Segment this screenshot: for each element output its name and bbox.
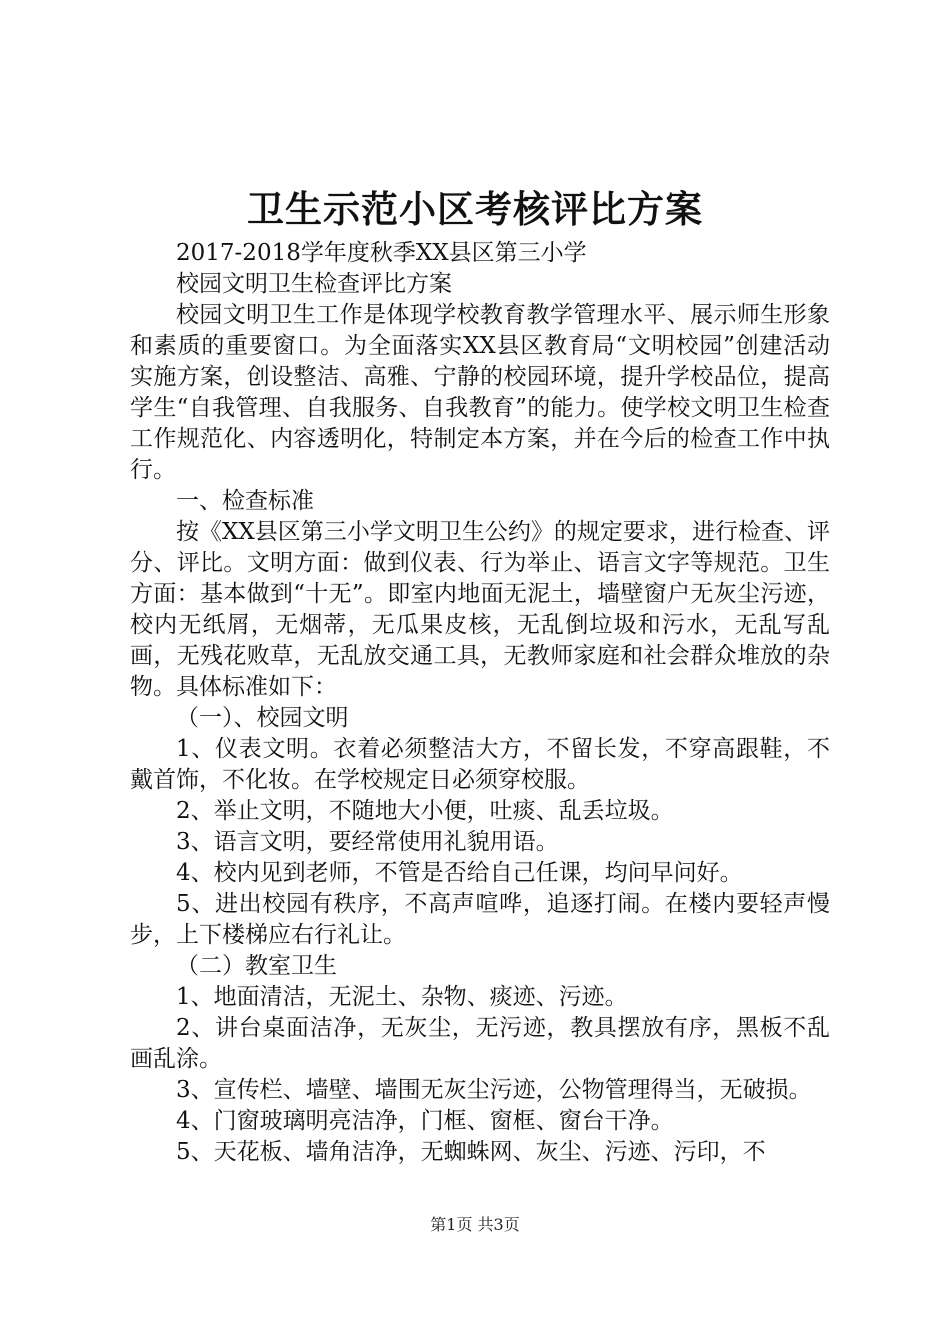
subsection-heading-classroom-hygiene: （二）教室卫生: [176, 953, 337, 979]
page-footer: 第1页 共3页: [430, 1215, 520, 1234]
list-item-hygiene-2: 2、讲台桌面洁净，无灰尘，无污迹，教具摆放有序，黑板不乱画乱涂。: [130, 1015, 830, 1072]
list-item-civility-1: 1、仪表文明。衣着必须整洁大方，不留长发，不穿高跟鞋，不戴首饰，不化妆。在学校规定日必须穿校服。: [130, 736, 830, 793]
paragraph-school-year: 2017-2018学年度秋季XX县区第三小学: [176, 240, 587, 266]
paragraph-plan-subtitle: 校园文明卫生检查评比方案: [176, 271, 452, 297]
list-item-civility-2: 2、举止文明，不随地大小便，吐痰、乱丢垃圾。: [176, 798, 674, 824]
subsection-heading-campus-civility: （一）、校园文明: [176, 705, 349, 731]
list-item-hygiene-1: 1、地面清洁，无泥土、杂物、痰迹、污迹。: [176, 984, 628, 1010]
list-item-civility-5: 5、进出校园有秩序，不高声喧哗，追逐打闹。在楼内要轻声慢步，上下楼梯应右行礼让。: [130, 891, 830, 948]
list-item-civility-3: 3、语言文明，要经常使用礼貌用语。: [176, 829, 559, 855]
paragraph-intro: 校园文明卫生工作是体现学校教育教学管理水平、展示师生形象和素质的重要窗口。为全面落实XX县区教育局“文明校园”创建活动实施方案，创设整洁、高雅、宁静的校园环境，提升学校品位，提高学生“自我管理、自我服务、自我教育”的能力。使学校文明卫生检查工作规范化、内容透明化，特制定本方案，并在今后的检查工作中执行。: [130, 302, 830, 483]
paragraph-standards: 按《XX县区第三小学文明卫生公约》的规定要求，进行检查、评分、评比。文明方面：做到仪表、行为举止、语言文字等规范。卫生方面：基本做到“十无”。即室内地面无泥土，墙壁窗户无灰尘污迹，校内无纸屑，无烟蒂，无瓜果皮核，无乱倒垃圾和污水，无乱写乱画，无残花败草，无乱放交通工具，无教师家庭和社会群众堆放的杂物。具体标准如下：: [130, 519, 830, 700]
section-heading-standards: 一、检查标准: [176, 488, 314, 514]
list-item-civility-4: 4、校内见到老师，不管是否给自己任课，均问早问好。: [176, 860, 743, 886]
document-title: 卫生示范小区考核评比方案: [247, 187, 703, 231]
list-item-hygiene-5: 5、天花板、墙角洁净，无蜘蛛网、灰尘、污迹、污印，不: [176, 1139, 766, 1165]
list-item-hygiene-4: 4、门窗玻璃明亮洁净，门框、窗框、窗台干净。: [176, 1108, 674, 1134]
document-body: [130, 238, 830, 1168]
list-item-hygiene-3: 3、宣传栏、墙壁、墙围无灰尘污迹，公物管理得当，无破损。: [176, 1077, 812, 1103]
